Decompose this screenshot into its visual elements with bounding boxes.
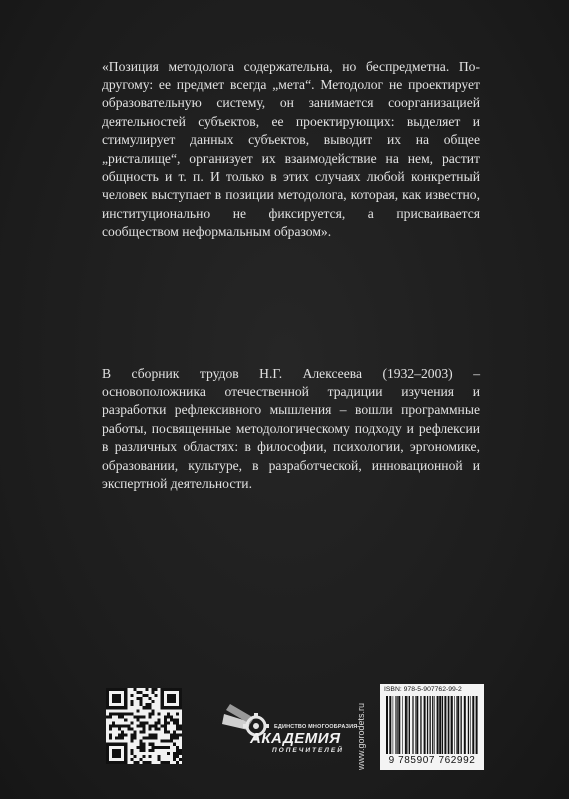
qr-code-icon[interactable] [106, 688, 182, 764]
quote-paragraph: «Позиция методолога содержательна, но беспредметна. По-другому: ее предмет всегда „мета“. Методолог не проектирует образовательную систему, он занимается соорганизацией деятельностей субъектов, ее проектирующих: выделяет и стимулирует данных субъектов, выводит их на общее „ристалище“, организует их взаимодействие на нем, растит общность и т. п. И только в этих случаях любой конкретный человек выступает в позиции методолога, которая, как известно, институционально не фиксируется, а присваивается сообществом неформальным образом». [102, 58, 480, 240]
website-url[interactable] [356, 700, 370, 770]
isbn-barcode-block [380, 684, 484, 770]
website-text: www.gorodets.ru [356, 702, 366, 770]
publisher-name: АКАДЕМИЯ [250, 730, 341, 747]
publisher-tagline: ЕДИНСТВО МНОГООБРАЗИЯ [274, 724, 358, 730]
isbn-label: ISBN: 978-5-907762-99-2 [384, 686, 462, 693]
barcode-number: 9 785907 762992 [388, 755, 476, 766]
barcode-icon [386, 696, 478, 754]
publisher-subtitle: ПОПЕЧИТЕЛЕЙ [272, 747, 344, 754]
annotation-paragraph: В сборник трудов Н.Г. Алексеева (1932–2003) – основоположника отечественной традиции изучения и разработки рефлексивного мышления – вошли программные работы, посвященные методологическому подходу и рефлексии в различных областях: в философии, психологии, эргономике, образовании, культуре, в разработческой, инновационной и экспертной деятельности. [102, 365, 480, 492]
